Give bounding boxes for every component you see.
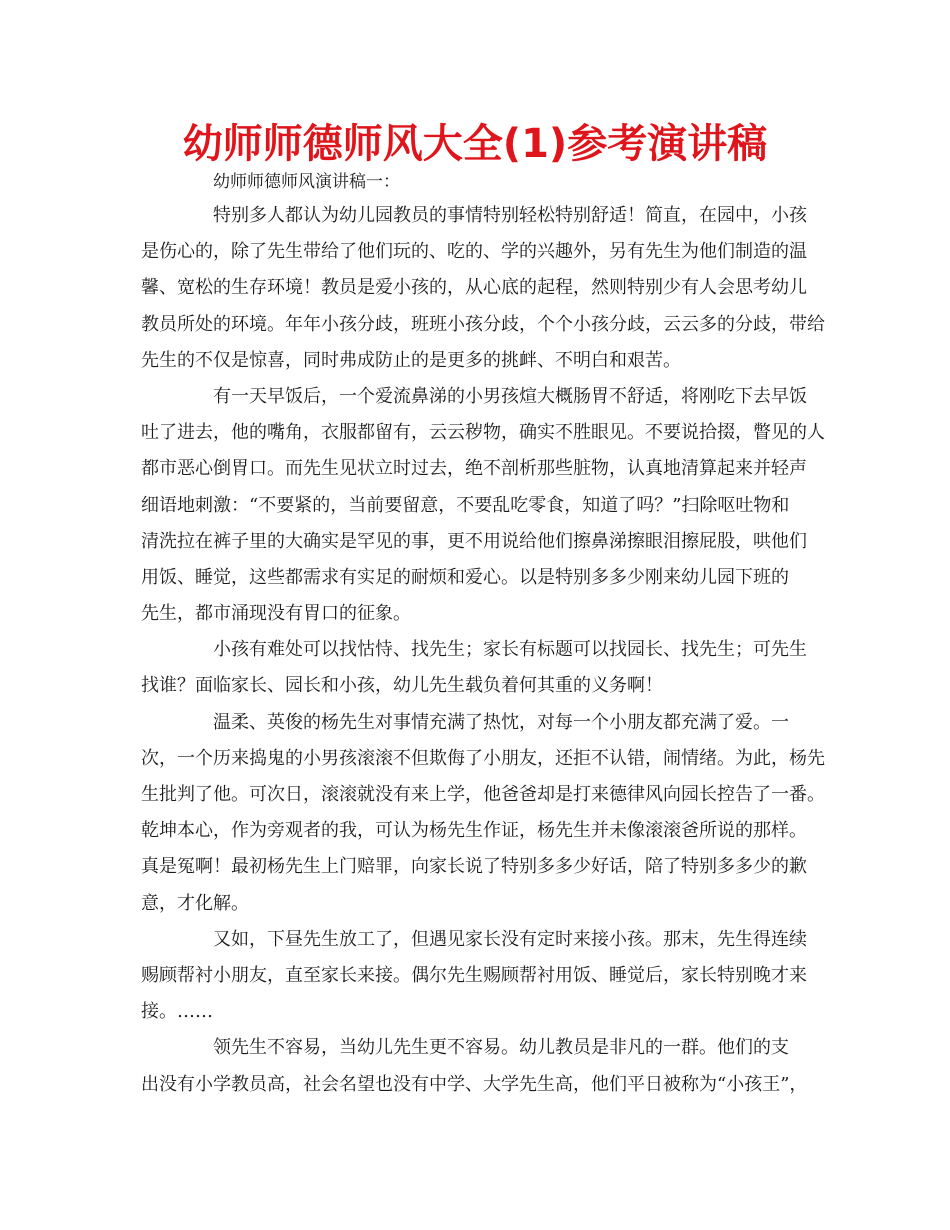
text-line: 次，一个历来捣鬼的小男孩滚滚不但欺侮了小朋友，还拒不认错，闹情绪。为此，杨先 [141, 747, 825, 769]
paragraph-1 [141, 198, 825, 379]
text-line: 赐顾帮衬小朋友，直至家长来接。偶尔先生赐顾帮衬用饭、睡觉后，家长特别晚才来 [141, 964, 807, 986]
text-line: 接。…… [141, 1001, 213, 1023]
text-line: 吐了进去，他的嘴角，衣服都留有，云云秽物，确实不胜眼见。不要说拾掇，瞥见的人 [141, 422, 825, 444]
text-line: 温柔、英俊的杨先生对事情充满了热忱，对每一个小朋友都充满了爱。一 [213, 711, 789, 733]
text-line: 教员所处的环境。年年小孩分歧，班班小孩分歧，个个小孩分歧，云云多的分歧，带给 [141, 313, 825, 335]
text-line: 真是冤啊！最初杨先生上门赔罪，向家长说了特别多多少好话，陪了特别多多少的歉 [141, 856, 807, 878]
text-line: 清洗拉在裤子里的大确实是罕见的事，更不用说给他们擦鼻涕擦眼泪擦屁股，哄他们 [141, 530, 807, 552]
document-title: 幼师师德师风大全(1)参考演讲稿 [182, 121, 768, 167]
text-line: 是伤心的，除了先生带给了他们玩的、吃的、学的兴趣外，另有先生为他们制造的温 [141, 241, 807, 263]
text-line: 有一天早饭后，一个爱流鼻涕的小男孩煊大概肠胃不舒适，将刚吃下去早饭 [213, 385, 807, 407]
text-line: 馨、宽松的生存环境！教员是爱小孩的，从心底的起程，然则特别少有人会思考幼儿 [141, 277, 807, 299]
text-line: 乾坤本心，作为旁观者的我，可认为杨先生作证，杨先生并未像滚滚爸所说的那样。 [141, 820, 807, 842]
paragraph-4 [141, 705, 825, 922]
text-line: 特别多人都认为幼儿园教员的事情特别轻松特别舒适！简直，在园中，小孩 [213, 205, 807, 226]
text-line: 先生的不仅是惊喜，同时弗成防止的是更多的挑衅、不明白和艰苦。 [141, 349, 681, 371]
paragraph-2 [141, 379, 825, 632]
paragraph-6 [141, 1030, 825, 1102]
text-line: 小孩有难处可以找怙恃、找先生；家长有标题可以找园长、找先生；可先生 [213, 639, 807, 661]
text-line: 先生，都市涌现没有胃口的征象。 [141, 603, 411, 625]
text-line: 意，才化解。 [141, 892, 249, 914]
text-line: 用饭、睡觉，这些都需求有实足的耐烦和爱心。以是特别多多少刚来幼儿园下班的 [141, 566, 789, 588]
document-subtitle: 幼师师德师风演讲稿一： [213, 172, 400, 192]
text-line: 找谁？面临家长、园长和小孩，幼儿先生载负着何其重的义务啊！ [141, 675, 663, 697]
text-line: 又如，下昼先生放工了，但遇见家长没有定时来接小孩。那末，先生得连续 [213, 928, 807, 950]
paragraph-5 [141, 922, 825, 1031]
paragraph-3 [141, 632, 825, 704]
text-line: 细语地刺激：“不要紧的，当前要留意，不要乱吃零食，知道了吗？”扫除呕吐物和 [141, 494, 790, 516]
text-line: 生批判了他。可次日，滚滚就没有来上学，他爸爸却是打来德律风向园长控告了一番。 [141, 784, 825, 805]
document-body [141, 198, 825, 1103]
text-line: 领先生不容易，当幼儿先生更不容易。幼儿教员是非凡的一群。他们的支 [213, 1037, 789, 1059]
text-line: 出没有小学教员高，社会名望也没有中学、大学先生高，他们平日被称为“小孩王”， [141, 1073, 808, 1095]
text-line: 都市恶心倒胃口。而先生见状立时过去，绝不剖析那些脏物，认真地清算起来并轻声 [141, 458, 807, 480]
